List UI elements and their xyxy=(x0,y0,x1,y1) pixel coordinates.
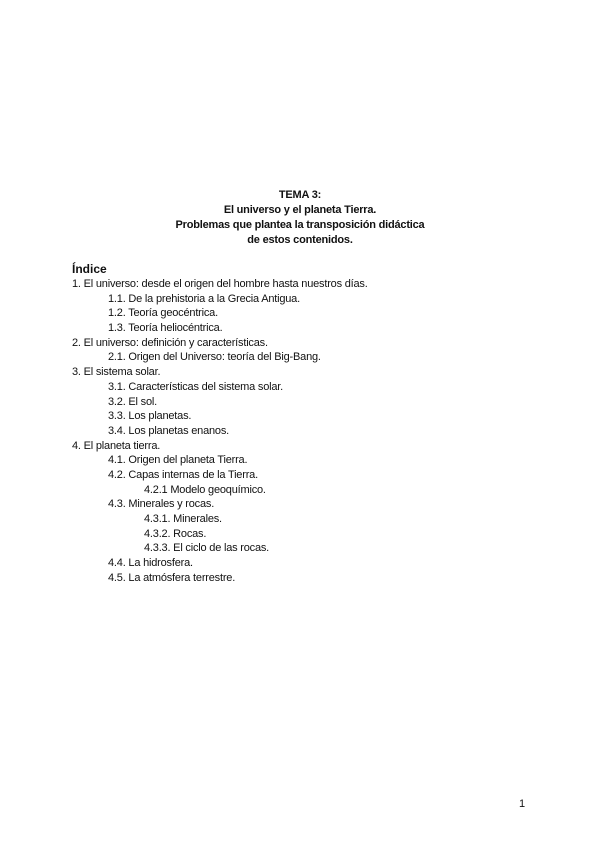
index-heading: Índice xyxy=(72,262,107,276)
toc-entry: 3. El sistema solar. xyxy=(72,366,161,379)
toc-entry: 1.3. Teoría heliocéntrica. xyxy=(108,322,223,335)
table-of-contents xyxy=(72,277,368,585)
toc-entry: 1.1. De la prehistoria a la Grecia Antigua. xyxy=(108,292,300,305)
toc-entry: 4.3.1. Minerales. xyxy=(144,513,222,525)
toc-entry: 4.3.2. Rocas. xyxy=(144,527,207,540)
toc-entry: 3.4. Los planetas enanos. xyxy=(108,424,229,437)
toc-entry: 4.4. La hidrosfera. xyxy=(108,557,193,570)
toc-entry: 3.1. Características del sistema solar. xyxy=(108,380,283,393)
title-line: El universo y el planeta Tierra. xyxy=(223,204,377,216)
page-number: 1 xyxy=(519,798,526,810)
toc-entry: 3.3. Los planetas. xyxy=(108,410,192,423)
toc-entry: 2. El universo: definición y características. xyxy=(72,336,268,349)
toc-entry: 4.3.3. El ciclo de las rocas. xyxy=(144,542,270,555)
toc-entry: 4.3. Minerales y rocas. xyxy=(108,498,215,511)
title-line: Problemas que plantea la transposición didáctica xyxy=(175,219,425,231)
toc-entry: 3.2. El sol. xyxy=(108,395,157,408)
title-line: TEMA 3: xyxy=(278,189,322,201)
toc-entry: 1. El universo: desde el origen del hombre hasta nuestros días. xyxy=(72,278,368,290)
toc-entry: 4.5. La atmósfera terrestre. xyxy=(108,571,236,584)
toc-entry: 1.2. Teoría geocéntrica. xyxy=(108,307,218,320)
toc-entry: 4.2. Capas internas de la Tierra. xyxy=(108,468,258,481)
toc-entry: 4. El planeta tierra. xyxy=(72,439,161,452)
document-title xyxy=(150,188,450,248)
toc-entry: 2.1. Origen del Universo: teoría del Big-Bang. xyxy=(108,351,321,364)
toc-entry: 4.1. Origen del planeta Tierra. xyxy=(108,454,248,467)
toc-entry: 4.2.1 Modelo geoquímico. xyxy=(144,483,266,496)
title-line: de estos contenidos. xyxy=(247,234,353,246)
